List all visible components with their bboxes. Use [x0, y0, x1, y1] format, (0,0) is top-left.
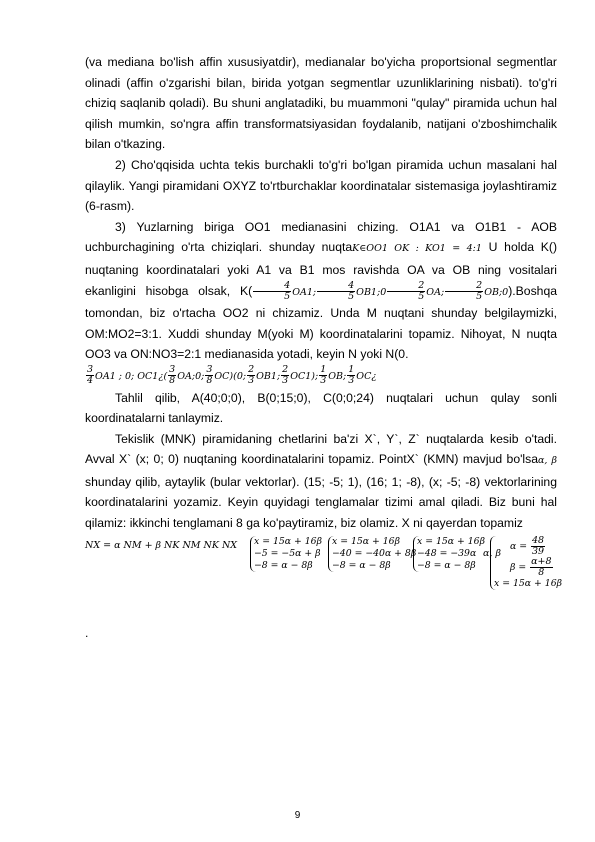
paragraph-2: 2) Cho'qqisida uchta tekis burchakli to'g'ri bo'lgan piramida uchun masalani hal qilaylik. Yangi piramidani OXYZ to'rtburchaklar koordinatalar sistemasiga joylashtiramiz (6-rasm). [85, 157, 557, 214]
paragraph-3-text-b: U holda K() nuqtaning koordinatalari yoki A1 va B1 mos ravishda OA va OB ning vositalari ekanligini hisobga olsak, K( [85, 240, 558, 298]
formula-ob: OB [484, 286, 499, 298]
fraction-4-5: $\frac{4}{5}$ [253, 281, 291, 302]
system-3-tail: α, β [483, 547, 501, 559]
paragraph-3: 3) Yuzlarning biriga OO1 medianasini chizing. O1A1 va O1B1 - AOB uchburchagining o'rta chiziqlari. shunday nuqtaK∈OO1 OK : KO1 = 4:1 U holda K() nuqtaning koordinatalari yoki A1 va B1 mos ravishda OA va OB ning vositalari ekanligini hisobga olsak, K( $\frac{4}{5}$ OA1; $\frac{4}{5}$ OB1;0 $\frac{2}{5}$ OA; $\frac{2}{5}$ OB;0).Boshqa tomondan, biz o'rtacha OO2 ni chizamiz. Unda M nuqtani shunday belgilaymizki, OM:MO2=3:1. Xuddi shunday M(yoki M) koordinatalarini topamiz. Nihoyat, N nuqta OO3 va ON:NO3=2:1 medianasida yotadi, keyin N yoki N(0. [85, 219, 558, 362]
formula-zero-b: 0 [502, 286, 509, 298]
formula-k-ratio: K∈OO1 OK : KO1 = 4:1 [352, 243, 482, 255]
formula-n-coords-line: $\frac{3}{4}$ OA1 ; 0; OC1¿( $\frac{3}{8}$ OA;0; $\frac{3}{8}$ OC)(0; $\frac{2}{3}$ OB1; $\frac{2}{3}$ OC1); $\frac{1}{3}$ OB; $\frac{1}{3}$ OC¿ [87, 364, 377, 387]
system-4: α = $\frac{48}{39}$ β = $\frac{\alpha+8}{8}$ x = 15α + 16β [490, 536, 562, 590]
vector-equation: NX = α NM + β NK NM NK NX [85, 539, 238, 551]
system-2: x = 15α + 16β −40 = −40α + 8β −8 = α − 8β [328, 536, 416, 572]
formula-n-coords: OA1 ; 0; OC1 [95, 370, 159, 382]
formula-alpha-beta: α, β [538, 455, 557, 467]
system-1: x = 15α + 16β −5 = −5α + β −8 = α − 8β [250, 536, 322, 572]
equation-systems [85, 534, 562, 624]
paragraph-3-text-a: 3) Yuzlarning biriga OO1 medianasini chizing. O1A1 va O1B1 - AOB uchburchagining o'rta chiziqlari. shunday nuqta [85, 219, 557, 255]
fraction-4-5-b: $\frac{4}{5}$ [317, 281, 355, 302]
paragraph-1: (va mediana bo'lish affin xususiyatdir), medianalar bo'yicha proportsional segmentlar olinadi (affin o'zgarishi bilan, birida yotgan segmentlar uzunliklarining nisbati). to'g'ri chiziq saqlanib qoladi). Bu shuni anglatadiki, bu muammoni "qulay" piramida uchun hal qilish mumkin, so'ngra affin transformatsiyasidan foydalanib, natijani o'zboshimchalik bilan o'tkazing. [85, 55, 557, 152]
page-number: 9 [294, 810, 301, 821]
formula-oa1: OA1 [292, 286, 313, 298]
fraction-2-5-b: $\frac{2}{5}$ [445, 281, 483, 302]
document-body [85, 52, 562, 640]
trailing-dot: . [85, 625, 89, 640]
paragraph-4: Tahlil qilib, A(40;0;0), B(0;15;0), C(0;0;24) nuqtalari uchun qulay sonli koordinatalarni tanlaymiz. [85, 390, 557, 426]
formula-zero: 0 [380, 286, 387, 298]
paragraph-5-text-a: Tekislik (MNK) piramidaning chetlarini ba'zi X`, Y`, Z` nuqtalarda kesib o'tadi. Avval X` (x; 0; 0) nuqtaning koordinatalarini topamiz. PointX` (KMN) mavjud bo'lsa [85, 431, 557, 467]
paragraph-3-text-c: ).Boshqa tomondan, biz o'rtacha OO2 ni chizamiz. Unda M nuqtani shunday belgilaymizki, OM:MO2=3:1. Xuddi shunday M(yoki M) koordinatalarini topamiz. Nihoyat, N nuqta OO3 va ON:NO3=2:1 medianasida yotadi, keyin N yoki N(0. [85, 283, 557, 362]
formula-oa: OA [426, 286, 441, 298]
formula-ob1: OB1 [356, 286, 377, 298]
paragraph-5-text-b: shunday qilib, aytaylik (bular vektorlar). (15; -5; 1), (16; 1; -8), (x; -5; -8) vektorlarining koordinatalarini yozamiz. Keyin quyidagi tenglamalar tizimi amal qiladi. Biz buni hal qilamiz: ikkinchi tenglamani 8 ga ko'paytiramiz, biz olamiz. X ni qayerdan topamiz [85, 474, 557, 531]
fraction-2-5: $\frac{2}{5}$ [387, 281, 425, 302]
system-3: x = 15α + 16β −48 = −39α −8 = α − 8β [413, 536, 485, 572]
paragraph-5 [85, 429, 557, 534]
